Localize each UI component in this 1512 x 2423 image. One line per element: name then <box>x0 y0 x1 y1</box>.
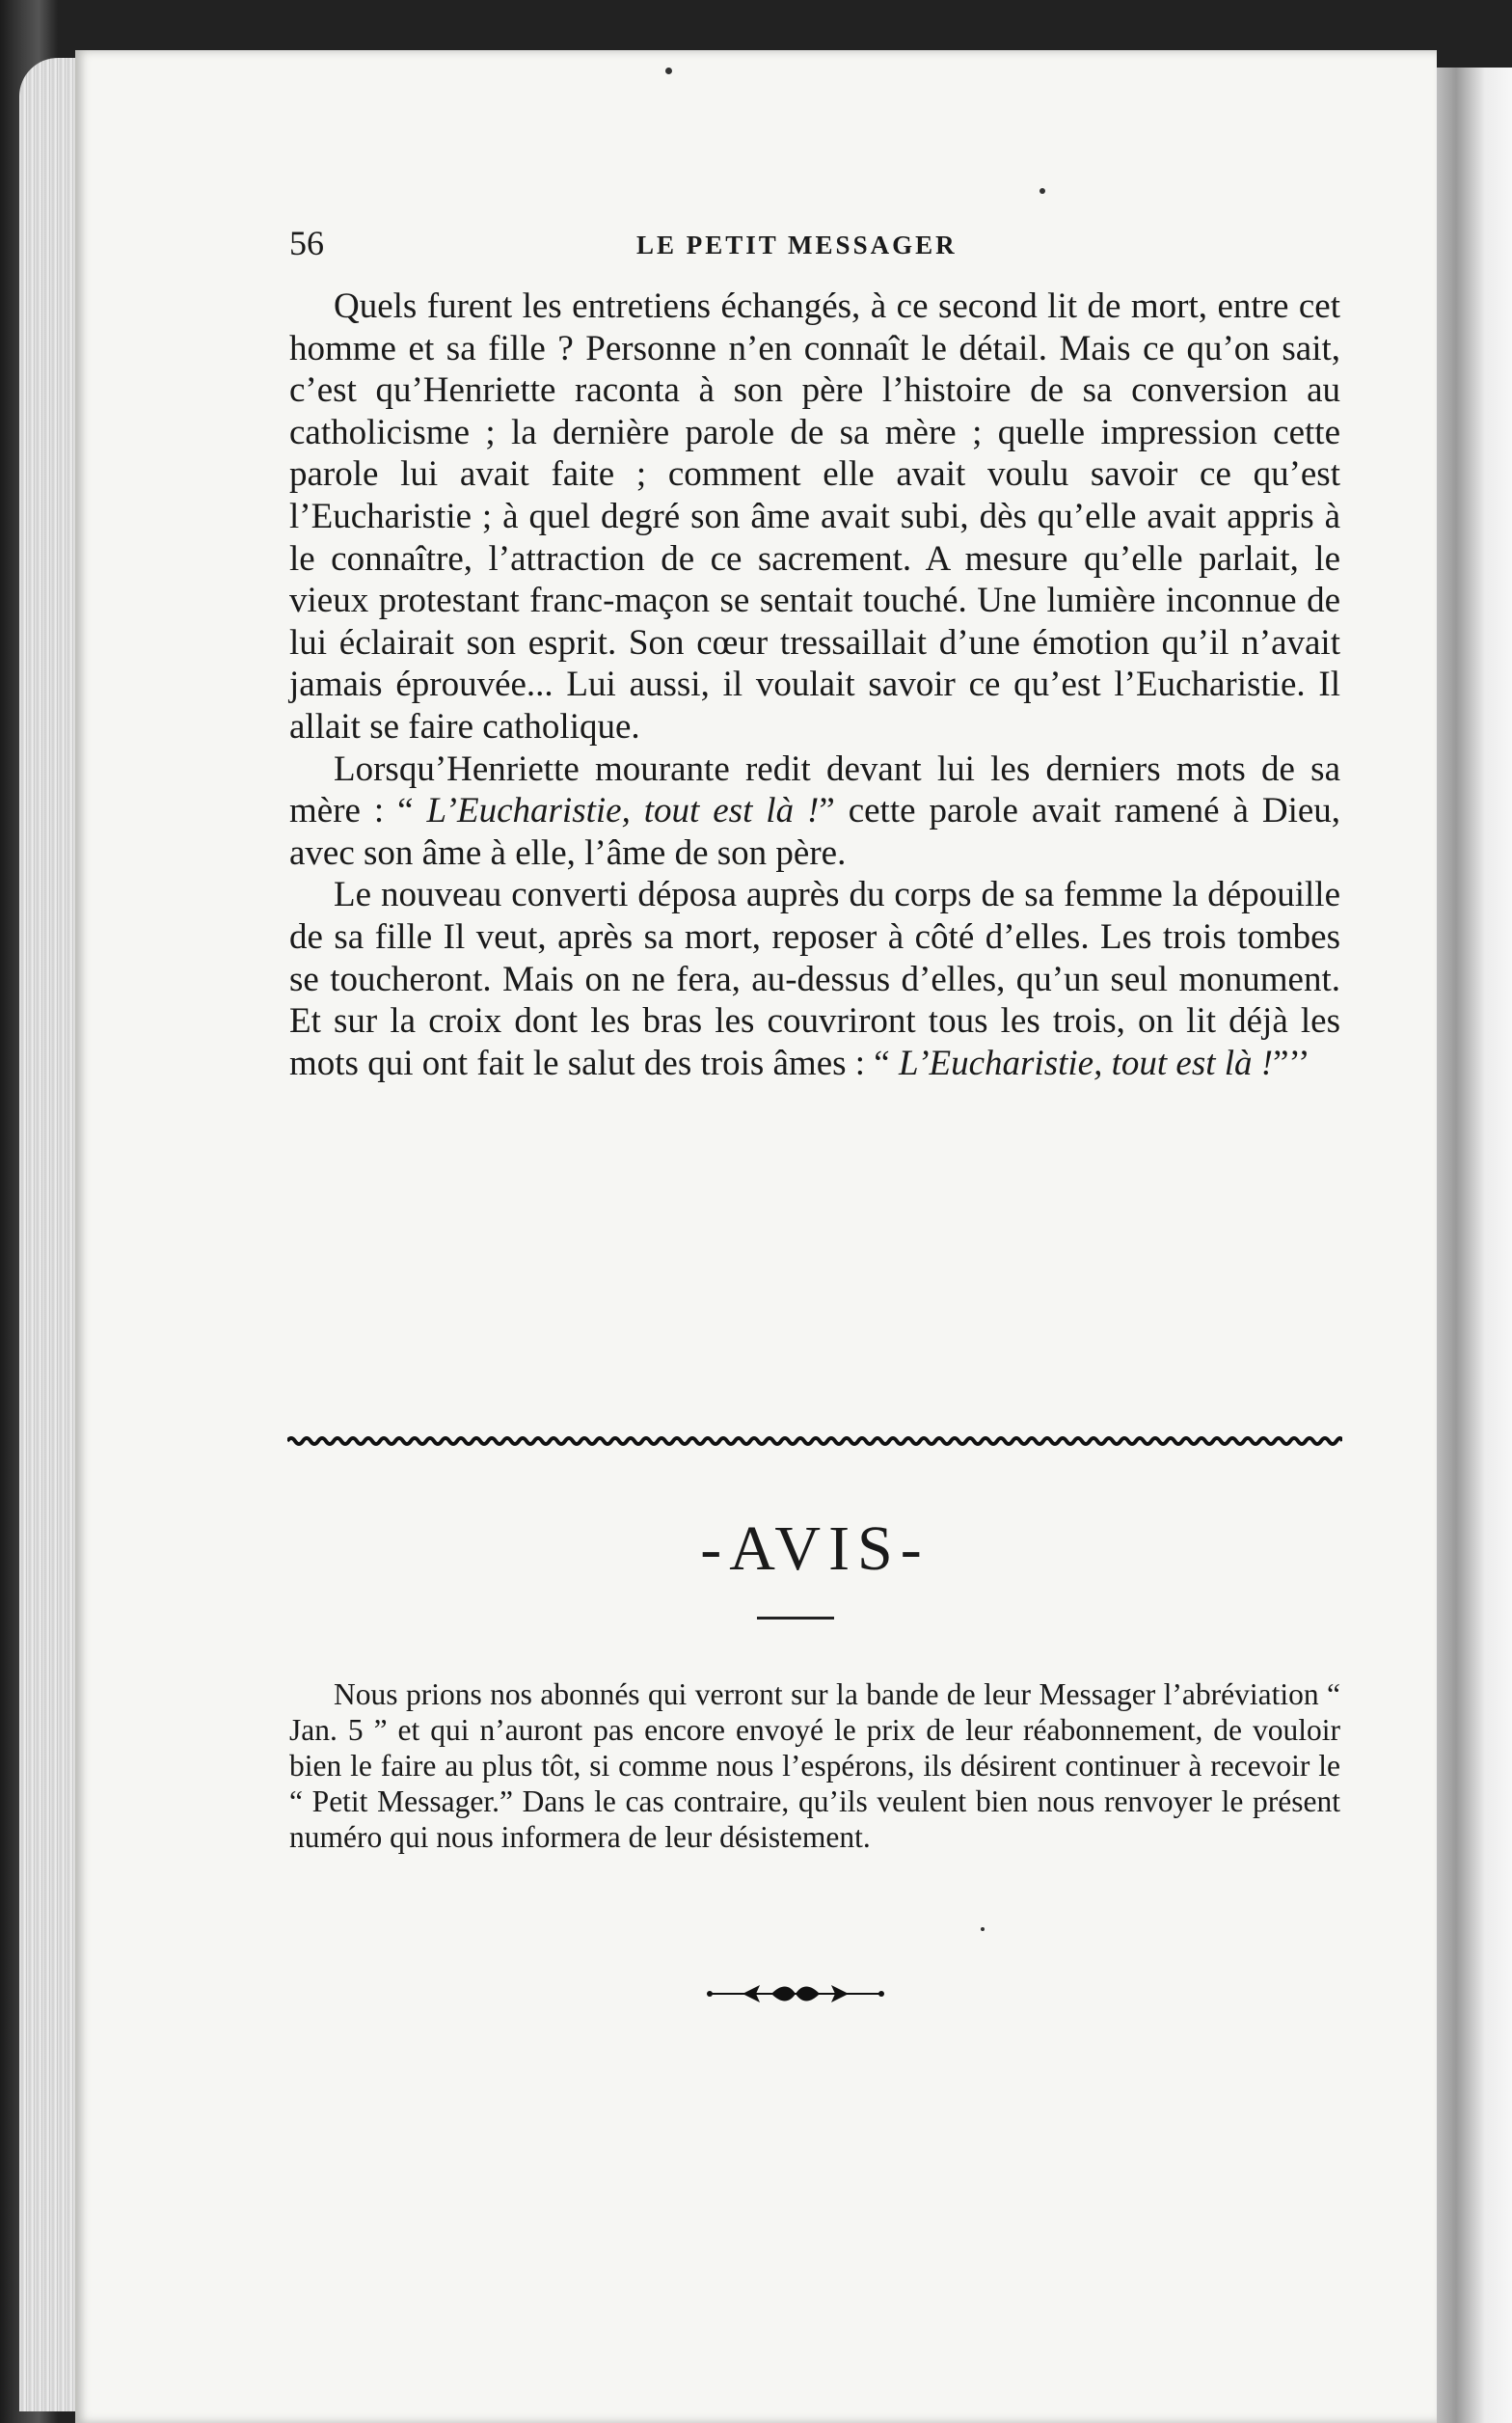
scan-speck <box>1040 188 1045 194</box>
article-paragraph-1: Quels furent les entretiens échangés, à ce second lit de mort, entre cet homme et sa fille ? Personne n’en connaît le détail. Mais ce qu’on sait, c’est qu’Henriette raconta à son père l’histoire de sa conversion au catholicisme ; la dernière parole de sa mère ; quelle impression cette parole lui avait faite ; comment elle avait voulu savoir ce qu’est l’Eucharistie ; à quel degré son âme avait subi, dès qu’elle avait appris à le connaître, l’attraction de ce sacrement. A mesure qu’elle parlait, le vieux protestant franc-maçon se sentait touché. Une lumière inconnue de lui éclairait son esprit. Son cœur tressaillait d’une émotion qu’il n’avait jamais éprouvée... Lui aussi, il voulait savoir ce qu’est l’Eucharistie. Il allait se faire catholique. <box>289 286 1340 747</box>
scan-speck <box>665 68 672 74</box>
facing-page-edge <box>1427 68 1512 2423</box>
paragraph-3-text-a: Le nouveau converti déposa auprès du corps de sa femme la dépouille de sa fille Il veut, après sa mort, reposer à côté d’elles. Les trois tombes se toucheront. Mais on ne fera, au-dessus d’elles, qu’un seul monument. Et sur la croix dont les bras les couvriront tous les trois, on lit déjà les mots qui ont fait le salut des trois âmes : “ <box>289 875 1340 1083</box>
scan-speck <box>981 1927 985 1931</box>
eucharistie-quote-2: L’Eucharistie, tout est là ! <box>898 1043 1274 1083</box>
title-underline <box>757 1617 834 1620</box>
eucharistie-quote-1: L’Eucharistie, tout est là ! <box>426 791 820 831</box>
page-header <box>289 220 1340 266</box>
notice-title: -AVIS- <box>700 1513 930 1584</box>
running-title: LE PETIT MESSAGER <box>636 231 958 259</box>
article-paragraph-3 <box>289 874 1340 1084</box>
article-body <box>289 286 1340 1084</box>
paragraph-2-text-a: Lorsqu’Henriette mourante redit devant lui les derniers mots de sa mère : “ <box>289 749 1340 831</box>
page-number: 56 <box>289 224 324 262</box>
notice-paragraph: Nous prions nos abonnés qui verront sur la bande de leur Messager l’abréviation “ Jan. 5 ” et qui n’auront pas encore envoyé le prix de leur réabonnement, de vouloir bien le faire au plus tôt, si comme nous l’espérons, ils désirent continuer à recevoir le “ Petit Messager.” Dans le cas contraire, qu’ils veulent bien nous renvoyer le présent numéro qui nous informera de leur désistement. <box>289 1677 1340 1854</box>
paragraph-2-text-b: ” cette parole avait ramené à Dieu, avec son âme à elle, l’âme de son père. <box>289 791 1341 873</box>
notice-body <box>289 1676 1340 1855</box>
decorative-wavy-rule <box>287 1435 1342 1447</box>
paragraph-3-text-b: ”’’ <box>1273 1043 1310 1083</box>
ornament-fleuron-icon <box>704 1979 887 2008</box>
article-paragraph-2 <box>289 749 1340 875</box>
